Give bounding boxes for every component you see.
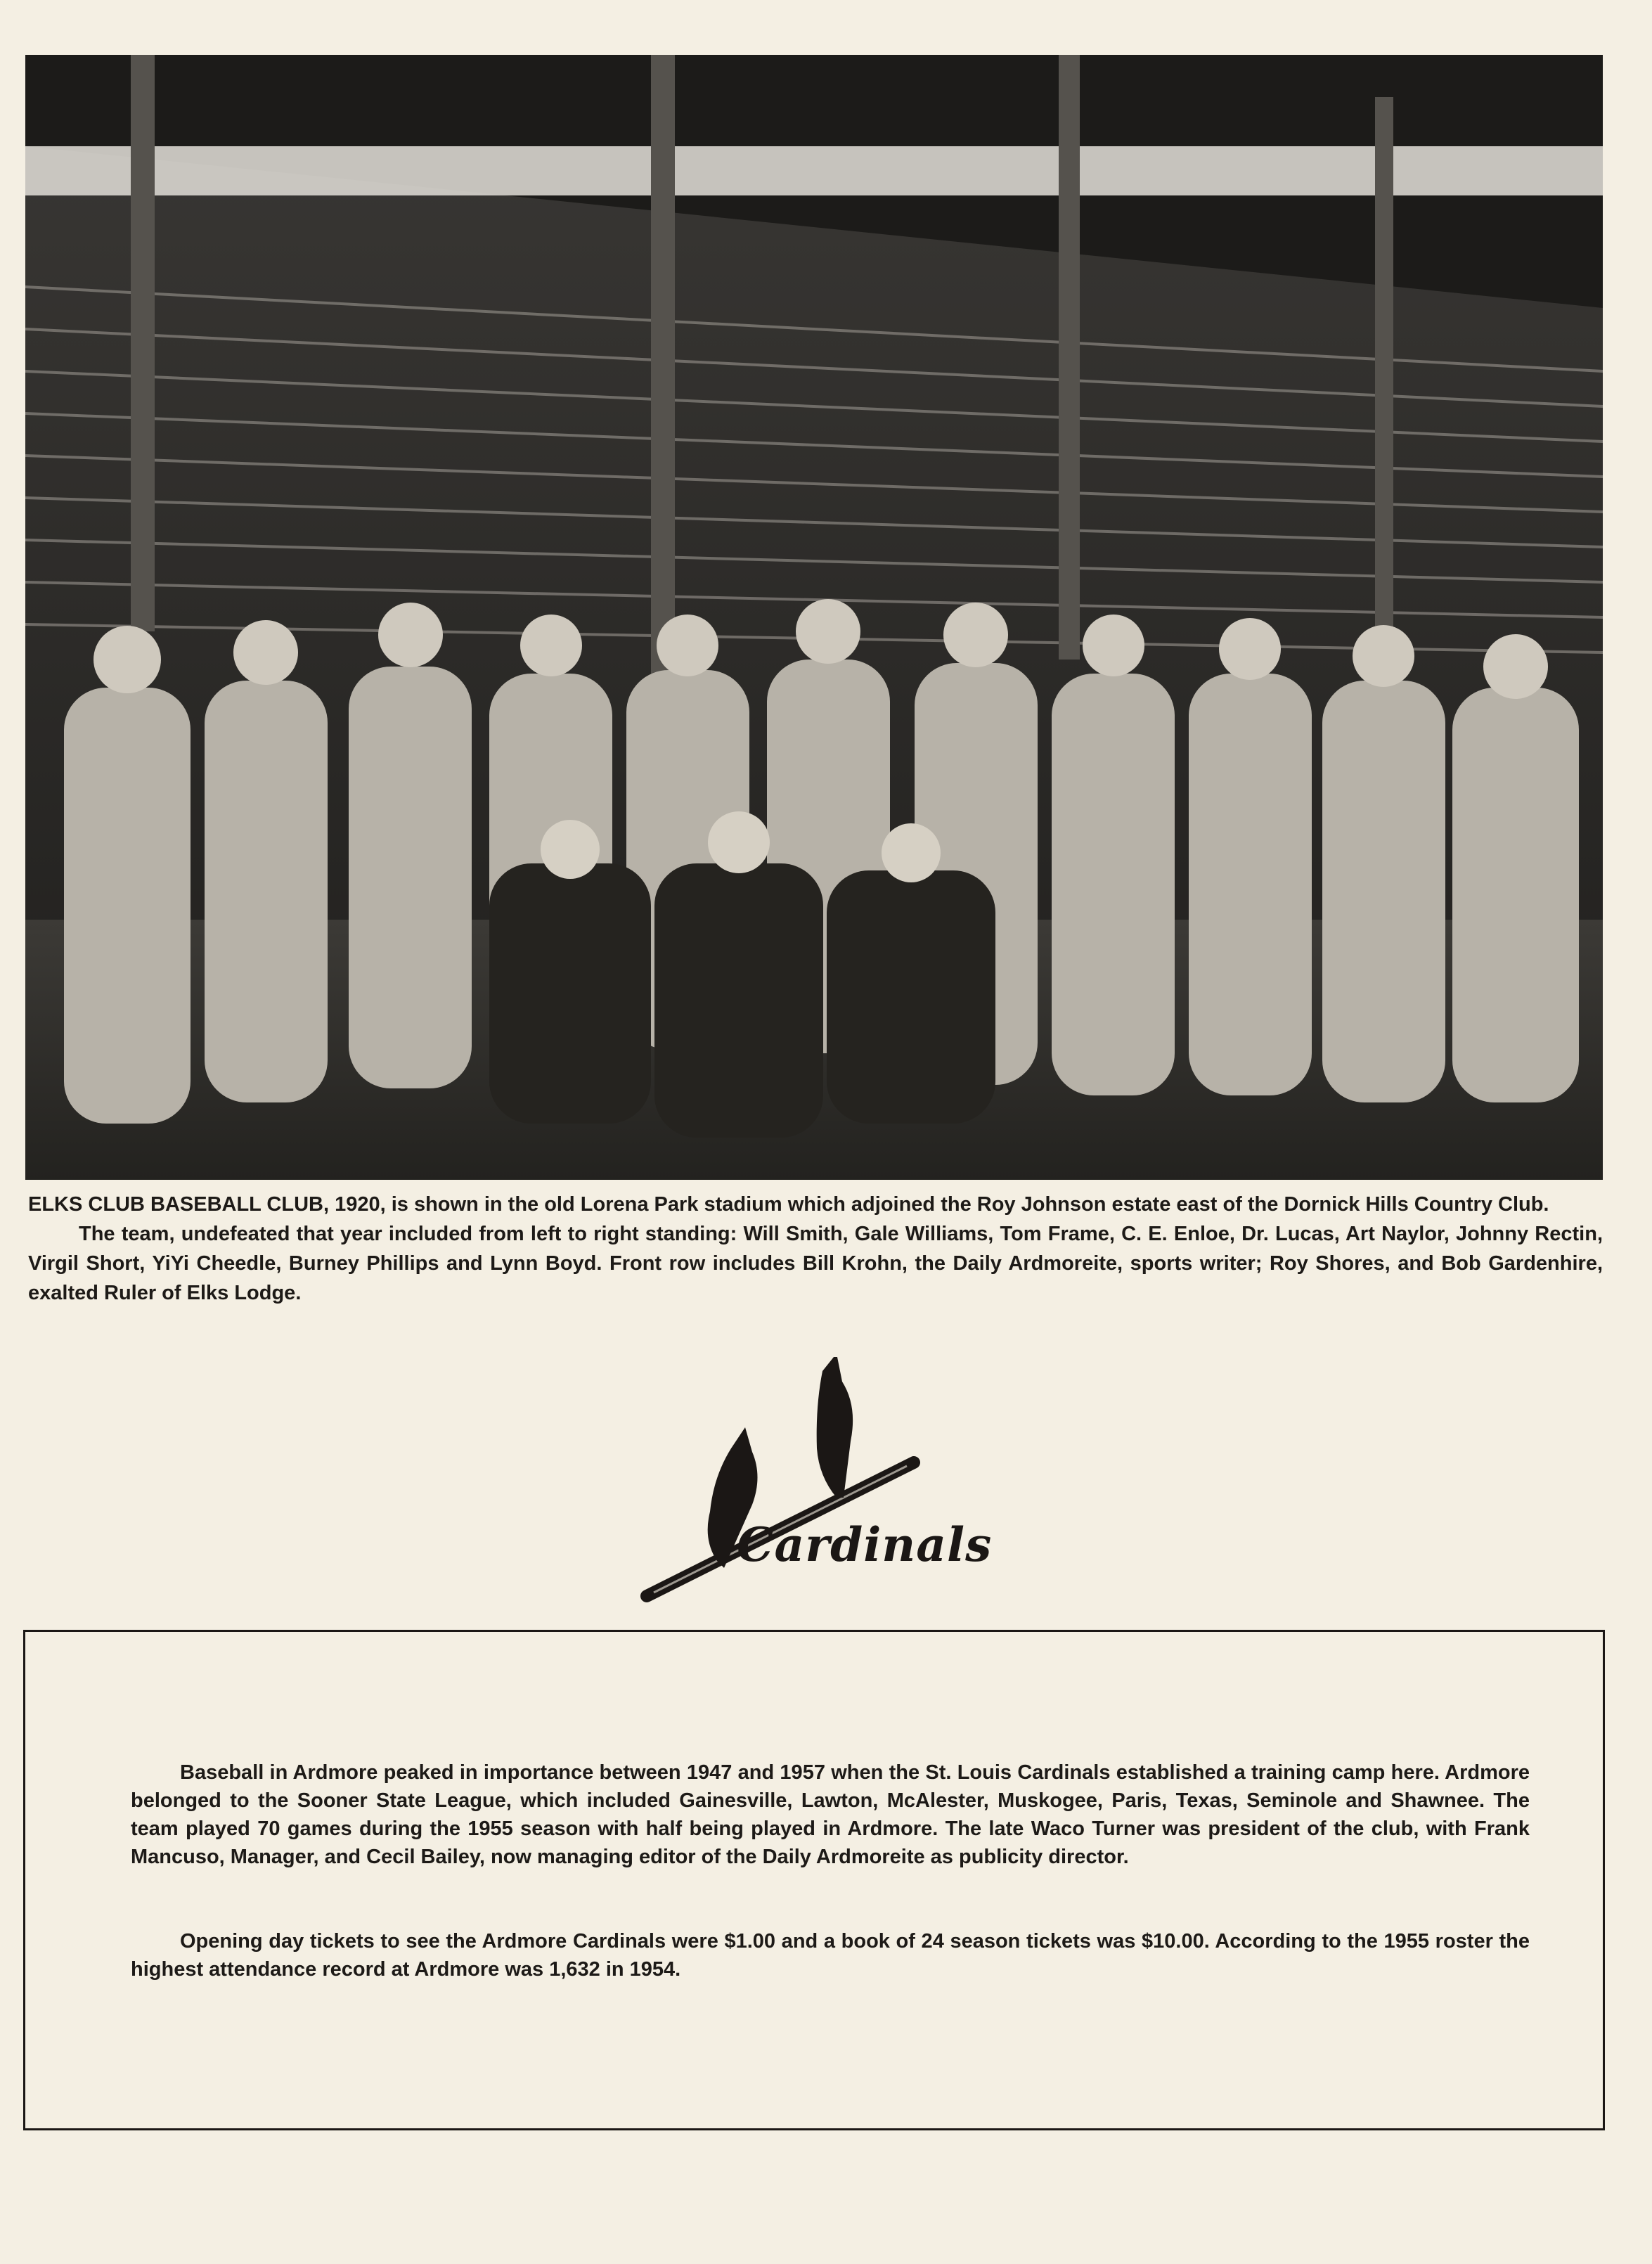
caption-body: The team, undefeated that year included from left to right standing: Will Smith, Gale Williams, Tom Frame, C. E. Enloe, Dr. Lucas, Art Naylor, Johnny Rectin, Virgil Short, YiYi Cheedle, Burney Phillips and Lynn Boyd. Front row includes Bill Krohn, the Daily Ardmoreite, sports writer; Roy Shores, and Bob Gardenhire, exalted Ruler of Elks Lodge. bbox=[28, 1223, 1603, 1304]
cardinals-logo-icon bbox=[633, 1357, 984, 1610]
team-photo-icon bbox=[25, 55, 1603, 1180]
info-box bbox=[23, 1630, 1605, 2130]
caption-title: ELKS CLUB BASEBALL CLUB, 1920, is shown in the old Lorena Park stadium which adjoined the Roy Johnson estate east of the Dornick Hills Country Club. bbox=[28, 1193, 1549, 1216]
team-photo bbox=[25, 55, 1603, 1180]
photo-caption bbox=[28, 1190, 1603, 1308]
cardinals-logo-text: Cardinals bbox=[737, 1517, 993, 1572]
info-paragraph-1: Baseball in Ardmore peaked in importance between 1947 and 1957 when the St. Louis Cardinals established a training camp here. Ardmore belonged to the Sooner State League, which included Gainesville, Lawton, McAlester, Muskogee, Paris, Texas, Seminole and Shawnee. The team played 70 games during the 1955 season with half being played in Ardmore. The late Waco Turner was president of the club, with Frank Mancuso, Manager, and Cecil Bailey, now managing editor of the Daily Ardmoreite as publicity director. bbox=[131, 1761, 1530, 1868]
cardinals-logo bbox=[633, 1357, 984, 1610]
info-paragraph-2: Opening day tickets to see the Ardmore Cardinals were $1.00 and a book of 24 season tickets was $10.00. According to the 1955 roster the highest attendance record at Ardmore was 1,632 in 1954. bbox=[131, 1930, 1530, 1981]
